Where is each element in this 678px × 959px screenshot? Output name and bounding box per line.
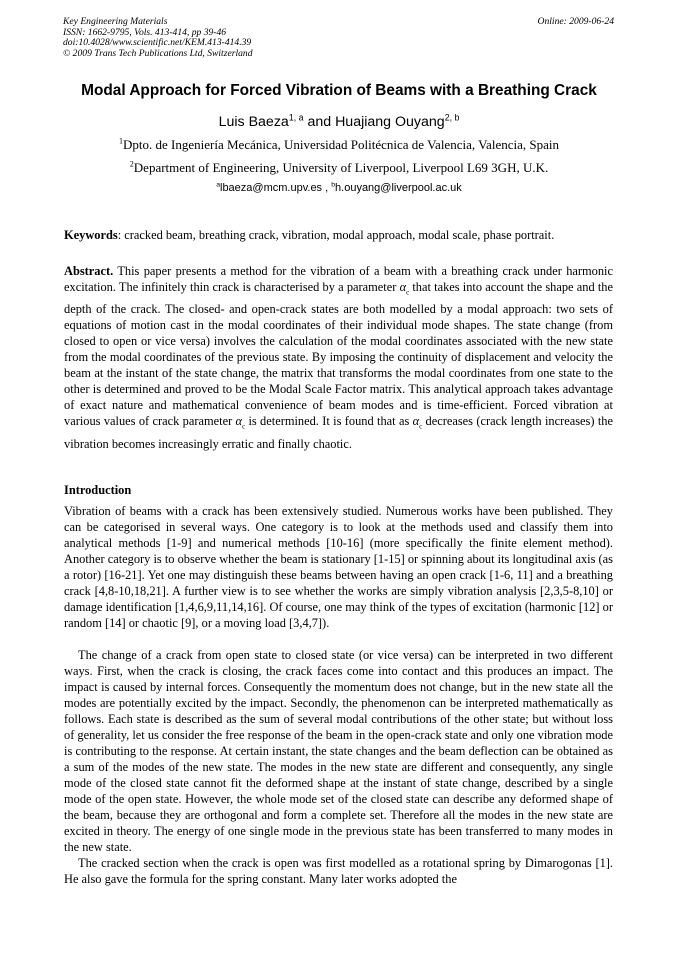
crack-parameter-symbol: $\alpha_c$ xyxy=(399,280,410,297)
journal-name: Key Engineering Materials xyxy=(63,16,168,27)
introduction-heading: Introduction xyxy=(64,483,132,497)
doi-line: doi:10.4028/www.scientific.net/KEM.413-414.39 xyxy=(63,37,252,49)
author-2-superscript: 2, b xyxy=(444,112,460,123)
email-a[interactable]: lbaeza@mcm.upv.es xyxy=(220,182,323,194)
abstract xyxy=(64,263,613,452)
affiliation-1 xyxy=(0,137,678,153)
email-separator: , xyxy=(322,182,332,194)
keywords-text: : cracked beam, breathing crack, vibration, modal approach, modal scale, phase portrait. xyxy=(117,228,555,242)
email-a-superscript: a xyxy=(216,181,220,189)
abstract-text-3: is determined. It is found that as xyxy=(245,414,413,429)
abstract-text-4: decreases (crack length increases) the vibration becomes increasingly erratic and finally chaotic. xyxy=(64,414,613,451)
affiliation-2 xyxy=(0,160,678,176)
affiliation-2-text: Department of Engineering, University of Liverpool, Liverpool L69 3GH, U.K. xyxy=(133,160,549,175)
journal-header xyxy=(63,17,253,59)
intro-paragraph-3: The cracked section when the crack is open was first modelled as a rotational spring by Dimarogonas [1]. He also gave the formula for the spring constant. Many later works adopted the xyxy=(64,856,613,886)
issn-line: ISSN: 1662-9795, Vols. 413-414, pp 39-46 xyxy=(63,26,227,38)
keywords-label: Keywords xyxy=(64,228,118,242)
crack-parameter-symbol: $\alpha_c$ xyxy=(235,414,246,431)
author-1-superscript: 1, a xyxy=(288,112,304,123)
affiliation-1-text: Dpto. de Ingeniería Mecánica, Universidad Politécnica de Valencia, Valencia, Spain xyxy=(123,137,559,152)
abstract-text-1: This paper presents a method for the vibration of a beam with a breathing crack under harmonic excitation. The infinitely thin crack is characterised by a parameter xyxy=(64,264,613,294)
email-line xyxy=(0,182,678,194)
abstract-label: Abstract. xyxy=(64,264,114,278)
affiliation-1-superscript: 1 xyxy=(119,136,124,146)
paper-title: Modal Approach for Forced Vibration of Beams with a Breathing Crack xyxy=(81,82,597,99)
affiliation-2-superscript: 2 xyxy=(129,159,134,169)
online-date: Online: 2009-06-24 xyxy=(537,16,614,27)
email-b-superscript: b xyxy=(331,181,336,189)
author-2: Huajiang Ouyang xyxy=(335,114,445,130)
crack-parameter-symbol: $\alpha_c$ xyxy=(412,414,423,431)
intro-paragraph-2: The change of a crack from open state to closed state (or vice versa) can be interpreted in two different ways. First, when the crack is closing, the crack faces come into contact and this produces an impact. The impact is caused by internal forces. Consequently the momentum does not change, but in the new state all the modes are potentially excited by the impact. Secondly, the phenomenon can be interpreted mathematically as follows. Each state is described as the sum of several modal contributions of the other state; but without loss of generality, let us consider the free response of the beam in the open-crack state and only one vibration mode is contributing to the response. At certain instant, the state changes and the beam deflection can be obtained as a sum of the modes of the new state. The modes in the new state are different and consequently, any single mode of the closed state cannot fit the deformed shape at the instant of state change, described by a single mode of the open state. However, the whole mode set of the closed state can describe any deformed shape of the beam, because they are orthogonal and form a complete set. Therefore all the modes in the new state are excited in theory. The energy of one single mode in the previous state has been transferred to many modes in the new state. xyxy=(64,648,614,854)
author-1: Luis Baeza xyxy=(218,114,289,130)
author-line xyxy=(0,114,678,130)
intro-paragraph-1: Vibration of beams with a crack has been extensively studied. Numerous works have been published. They can be categorised in several ways. One category is to look at the methods used and classify them into analytical methods [1-9] and numerical methods [10-16] (more specifically the finite element method). Another category is to observe whether the beam is stationary [1-15] or spinning about its longitudinal axis (as a rotor) [16-21]. Yet one may distinguish these beams between having an open crack [1-6, 11] and a breathing crack [4,8-10,18,21]. A further view is to see whether the works are simply vibration analysis [2,3,5-8,10] or damage identification [1,4,6,9,11,14,16]. Of course, one may think of the types of excitation (harmonic [12] or random [14] or chaotic [9], or a moving load [3,4,7]). xyxy=(64,504,613,630)
keywords xyxy=(64,227,613,243)
abstract-text-2: that takes into account the shape and the depth of the crack. The closed- and open-crack states are both modelled by a modal approach: two sets of equations of motion cast in the modal coordinates of their individual mode shapes. The state change (from closed to open or vice versa) involves the calculation of the modal coordinates associated with the new state from the modal coordinates of the previous state. By imposing the continuity of displacement and velocity the beam at the instant of the state change, the matrix that transforms the modal coordinates from one state to the other is determined and proved to be the Modal Scale Factor matrix. This analytical approach takes advantage of exact nature and mathematical convenience of beam modes and is time-efficient. Forced vibration at various values of crack parameter xyxy=(64,280,613,429)
copyright-line: © 2009 Trans Tech Publications Ltd, Switzerland xyxy=(63,47,253,59)
email-b[interactable]: h.ouyang@liverpool.ac.uk xyxy=(335,182,462,194)
author-and: and xyxy=(303,114,336,130)
